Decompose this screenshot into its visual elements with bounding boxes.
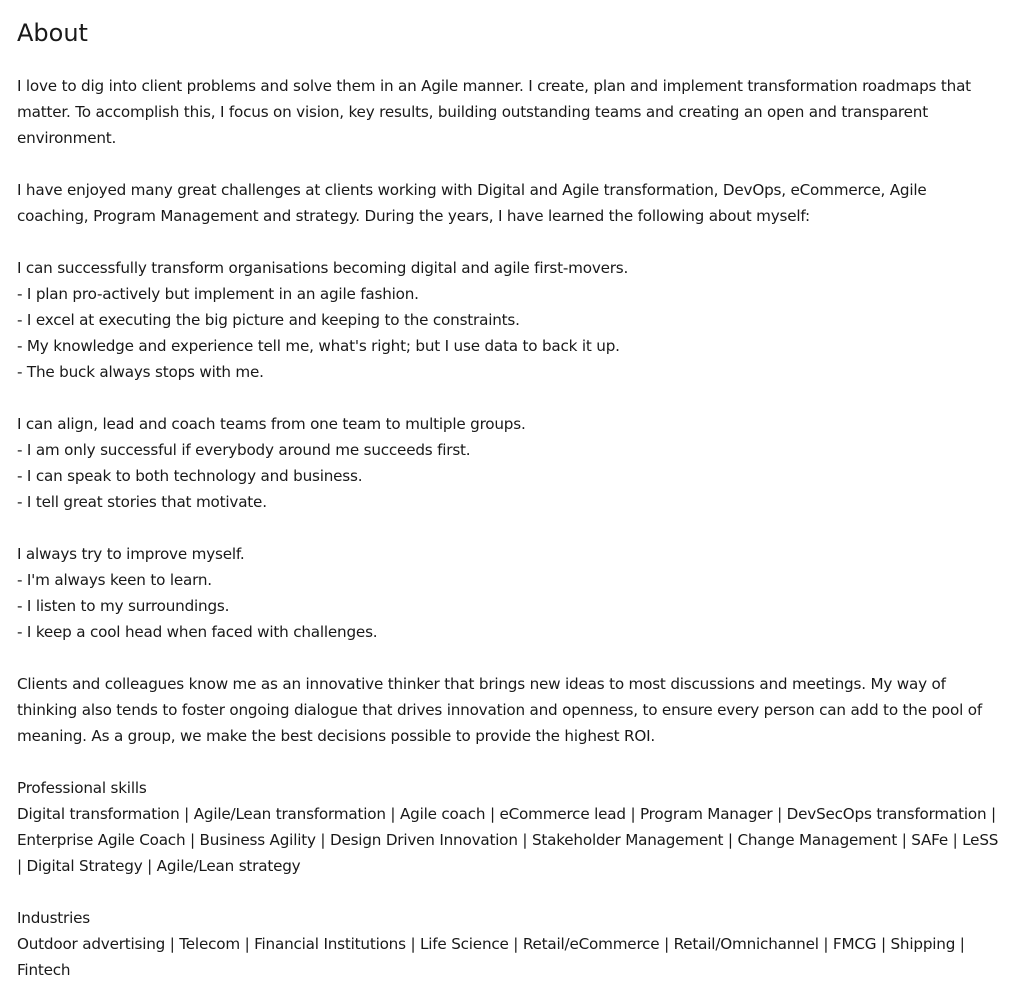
experience-paragraph: I have enjoyed many great challenges at clients working with Digital and Agile transformation, DevOps, eCommerce, Agile coaching, Program Management and strategy. During the years, I have learned the following about myself:	[17, 181, 927, 225]
list-item: - I plan pro-actively but implement in an agile fashion.	[17, 285, 419, 303]
intro-paragraph: I love to dig into client problems and solve them in an Agile manner. I create, plan and implement transformation roadmaps that matter. To accomplish this, I focus on vision, key results, building outstanding teams and creating an open and transparent environment.	[17, 77, 971, 147]
list-item: - I am only successful if everybody around me succeeds first.	[17, 441, 471, 459]
list-item: - I listen to my surroundings.	[17, 597, 230, 615]
skills-block	[17, 775, 1002, 879]
list-item: - I keep a cool head when faced with challenges.	[17, 623, 378, 641]
list-item: - My knowledge and experience tell me, what's right; but I use data to back it up.	[17, 337, 620, 355]
align-heading: I can align, lead and coach teams from one team to multiple groups.	[17, 415, 526, 433]
transform-block	[17, 255, 1002, 385]
list-item: - I excel at executing the big picture and keeping to the constraints.	[17, 311, 520, 329]
improve-heading: I always try to improve myself.	[17, 545, 245, 563]
transform-heading: I can successfully transform organisations becoming digital and agile first-movers.	[17, 259, 629, 277]
list-item: - I tell great stories that motivate.	[17, 493, 267, 511]
list-item: - I'm always keen to learn.	[17, 571, 212, 589]
skills-heading: Professional skills	[17, 779, 147, 797]
industries-list: Outdoor advertising | Telecom | Financial Institutions | Life Science | Retail/eCommerce | Retail/Omnichannel | FMCG | Shipping | Fintech	[17, 935, 965, 979]
skills-list: Digital transformation | Agile/Lean transformation | Agile coach | eCommerce lead | Program Manager | DevSecOps transformation | Enterprise Agile Coach | Business Agility | Design Driven Innovation | Stakeholder Management | Change Management | SAFe | LeSS | Digital Strategy | Agile/Lean strategy	[17, 805, 999, 875]
list-item: - The buck always stops with me.	[17, 363, 264, 381]
list-item: - I can speak to both technology and business.	[17, 467, 363, 485]
reputation-paragraph: Clients and colleagues know me as an innovative thinker that brings new ideas to most discussions and meetings. My way of thinking also tends to foster ongoing dialogue that drives innovation and openness, to ensure every person can add to the pool of meaning. As a group, we make the best decisions possible to provide the highest ROI.	[17, 675, 982, 745]
align-block	[17, 411, 1002, 515]
about-title: About	[17, 19, 88, 47]
improve-block	[17, 541, 1002, 645]
industries-heading: Industries	[17, 909, 90, 927]
industries-block	[17, 905, 1002, 983]
about-body	[17, 73, 1002, 983]
